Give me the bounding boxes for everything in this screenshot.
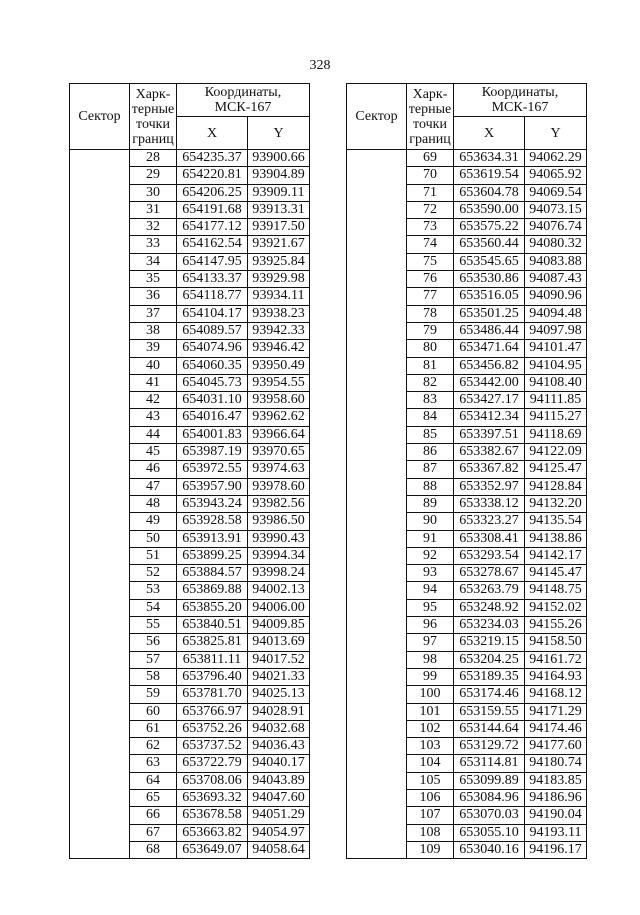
y-coordinate-cell: 94080.32 (525, 236, 587, 253)
x-coordinate-cell: 654045.73 (177, 374, 248, 391)
y-coordinate-cell: 93978.60 (248, 478, 310, 495)
y-coordinate-cell: 94054.97 (248, 824, 310, 841)
point-number-cell: 49 (130, 513, 177, 530)
y-coordinate-cell: 93966.64 (248, 426, 310, 443)
y-coordinate-cell: 93998.24 (248, 565, 310, 582)
point-number-cell: 63 (130, 755, 177, 772)
y-coordinate-cell: 94174.46 (525, 720, 587, 737)
point-number-cell: 58 (130, 668, 177, 685)
y-coordinate-cell: 94190.04 (525, 807, 587, 824)
x-coordinate-cell: 653293.54 (454, 547, 525, 564)
point-number-cell: 43 (130, 409, 177, 426)
point-number-cell: 56 (130, 634, 177, 651)
point-number-cell: 40 (130, 357, 177, 374)
x-coordinate-cell: 653486.44 (454, 322, 525, 339)
point-number-cell: 97 (407, 634, 454, 651)
y-coordinate-cell: 94145.47 (525, 565, 587, 582)
y-coordinate-cell: 94006.00 (248, 599, 310, 616)
x-coordinate-cell: 653811.11 (177, 651, 248, 668)
x-coordinate-cell: 653560.44 (454, 236, 525, 253)
y-coordinate-cell: 93982.56 (248, 495, 310, 512)
x-coordinate-cell: 653040.16 (454, 841, 525, 858)
x-coordinate-cell: 653663.82 (177, 824, 248, 841)
point-number-cell: 96 (407, 617, 454, 634)
point-number-cell: 87 (407, 461, 454, 478)
y-coordinate-cell: 94101.47 (525, 340, 587, 357)
point-number-cell: 45 (130, 444, 177, 461)
point-number-cell: 78 (407, 305, 454, 322)
y-coordinate-cell: 94186.96 (525, 789, 587, 806)
x-coordinate-cell: 653248.92 (454, 599, 525, 616)
point-number-cell: 34 (130, 253, 177, 270)
point-number-cell: 53 (130, 582, 177, 599)
y-coordinate-cell: 94142.17 (525, 547, 587, 564)
y-coordinate-cell: 94090.96 (525, 288, 587, 305)
x-coordinate-cell: 653796.40 (177, 668, 248, 685)
point-number-cell: 72 (407, 201, 454, 218)
x-coordinate-cell: 653456.82 (454, 357, 525, 374)
point-number-cell: 92 (407, 547, 454, 564)
point-number-cell: 31 (130, 201, 177, 218)
point-number-cell: 94 (407, 582, 454, 599)
point-number-cell: 32 (130, 219, 177, 236)
point-number-cell: 80 (407, 340, 454, 357)
x-coordinate-cell: 654118.77 (177, 288, 248, 305)
y-coordinate-cell: 93934.11 (248, 288, 310, 305)
point-number-cell: 83 (407, 392, 454, 409)
point-number-cell: 64 (130, 772, 177, 789)
y-coordinate-cell: 94032.68 (248, 720, 310, 737)
point-number-cell: 67 (130, 824, 177, 841)
point-number-cell: 48 (130, 495, 177, 512)
y-coordinate-cell: 94193.11 (525, 824, 587, 841)
point-number-cell: 89 (407, 495, 454, 512)
point-number-cell: 28 (130, 150, 177, 167)
y-coordinate-cell: 94115.27 (525, 409, 587, 426)
x-coordinate-cell: 653884.57 (177, 565, 248, 582)
point-number-cell: 81 (407, 357, 454, 374)
x-coordinate-cell: 653575.22 (454, 219, 525, 236)
point-number-cell: 65 (130, 789, 177, 806)
x-coordinate-cell: 653545.65 (454, 253, 525, 270)
x-coordinate-cell: 653899.25 (177, 547, 248, 564)
x-coordinate-cell: 653943.24 (177, 495, 248, 512)
y-coordinate-cell: 94180.74 (525, 755, 587, 772)
x-coordinate-cell: 653352.97 (454, 478, 525, 495)
y-coordinate-cell: 94135.54 (525, 513, 587, 530)
coordinates-header: Координаты, МСК-167 (177, 84, 310, 117)
y-coordinate-cell: 94043.89 (248, 772, 310, 789)
x-coordinate-cell: 653144.64 (454, 720, 525, 737)
x-header: X (454, 117, 525, 150)
point-number-cell: 91 (407, 530, 454, 547)
y-coordinate-cell: 94021.33 (248, 668, 310, 685)
point-number-cell: 73 (407, 219, 454, 236)
point-number-cell: 60 (130, 703, 177, 720)
x-coordinate-cell: 654177.12 (177, 219, 248, 236)
x-coordinate-cell: 653957.90 (177, 478, 248, 495)
x-coordinate-cell: 653114.81 (454, 755, 525, 772)
x-coordinate-cell: 653604.78 (454, 184, 525, 201)
y-coordinate-cell: 94094.48 (525, 305, 587, 322)
y-coordinate-cell: 94108.40 (525, 374, 587, 391)
point-number-cell: 39 (130, 340, 177, 357)
x-coordinate-cell: 653338.12 (454, 495, 525, 512)
y-coordinate-cell: 94161.72 (525, 651, 587, 668)
x-coordinate-cell: 654016.47 (177, 409, 248, 426)
y-coordinate-cell: 93917.50 (248, 219, 310, 236)
point-number-cell: 54 (130, 599, 177, 616)
x-coordinate-cell: 653708.06 (177, 772, 248, 789)
x-coordinate-cell: 653263.79 (454, 582, 525, 599)
point-number-cell: 51 (130, 547, 177, 564)
x-coordinate-cell: 653634.31 (454, 150, 525, 167)
point-number-cell: 109 (407, 841, 454, 858)
x-coordinate-cell: 653501.25 (454, 305, 525, 322)
y-coordinate-cell: 93900.66 (248, 150, 310, 167)
y-coordinate-cell: 94122.09 (525, 444, 587, 461)
x-coordinate-cell: 653382.67 (454, 444, 525, 461)
x-coordinate-cell: 654206.25 (177, 184, 248, 201)
point-number-cell: 33 (130, 236, 177, 253)
point-number-cell: 35 (130, 271, 177, 288)
x-coordinate-cell: 653099.89 (454, 772, 525, 789)
x-coordinate-cell: 653055.10 (454, 824, 525, 841)
x-coordinate-cell: 654147.95 (177, 253, 248, 270)
x-coordinate-cell: 653367.82 (454, 461, 525, 478)
point-number-cell: 101 (407, 703, 454, 720)
y-coordinate-cell: 94128.84 (525, 478, 587, 495)
x-header: X (177, 117, 248, 150)
point-number-cell: 105 (407, 772, 454, 789)
y-coordinate-cell: 93938.23 (248, 305, 310, 322)
y-coordinate-cell: 94183.85 (525, 772, 587, 789)
x-coordinate-cell: 654060.35 (177, 357, 248, 374)
y-coordinate-cell: 94111.85 (525, 392, 587, 409)
point-number-cell: 108 (407, 824, 454, 841)
point-number-cell: 95 (407, 599, 454, 616)
x-coordinate-cell: 654191.68 (177, 201, 248, 218)
x-coordinate-cell: 653397.51 (454, 426, 525, 443)
y-coordinate-cell: 94155.26 (525, 617, 587, 634)
y-header: Y (248, 117, 310, 150)
x-coordinate-cell: 654104.17 (177, 305, 248, 322)
y-coordinate-cell: 94148.75 (525, 582, 587, 599)
y-coordinate-cell: 93929.98 (248, 271, 310, 288)
point-number-cell: 37 (130, 305, 177, 322)
x-coordinate-cell: 653781.70 (177, 686, 248, 703)
y-coordinate-cell: 93904.89 (248, 167, 310, 184)
x-coordinate-cell: 654220.81 (177, 167, 248, 184)
y-coordinate-cell: 93974.63 (248, 461, 310, 478)
y-coordinate-cell: 94171.29 (525, 703, 587, 720)
point-number-cell: 90 (407, 513, 454, 530)
point-number-cell: 74 (407, 236, 454, 253)
y-coordinate-cell: 93921.67 (248, 236, 310, 253)
x-coordinate-cell: 653084.96 (454, 789, 525, 806)
x-coordinate-cell: 653693.32 (177, 789, 248, 806)
y-coordinate-cell: 94069.54 (525, 184, 587, 201)
point-number-cell: 30 (130, 184, 177, 201)
point-number-cell: 42 (130, 392, 177, 409)
x-coordinate-cell: 653189.35 (454, 668, 525, 685)
point-number-cell: 59 (130, 686, 177, 703)
x-coordinate-cell: 653649.07 (177, 841, 248, 858)
sector-header: Сектор (70, 84, 130, 150)
y-coordinate-cell: 94040.17 (248, 755, 310, 772)
point-number-cell: 55 (130, 617, 177, 634)
x-coordinate-cell: 654089.57 (177, 322, 248, 339)
x-coordinate-cell: 653129.72 (454, 738, 525, 755)
x-coordinate-cell: 653442.00 (454, 374, 525, 391)
point-number-cell: 103 (407, 738, 454, 755)
x-coordinate-cell: 653159.55 (454, 703, 525, 720)
x-coordinate-cell: 653530.86 (454, 271, 525, 288)
point-number-cell: 100 (407, 686, 454, 703)
page-number: 328 (309, 58, 331, 73)
x-coordinate-cell: 653825.81 (177, 634, 248, 651)
y-coordinate-cell: 94051.29 (248, 807, 310, 824)
y-coordinate-cell: 94025.13 (248, 686, 310, 703)
y-coordinate-cell: 94196.17 (525, 841, 587, 858)
point-number-cell: 57 (130, 651, 177, 668)
y-coordinate-cell: 93909.11 (248, 184, 310, 201)
x-coordinate-cell: 653516.05 (454, 288, 525, 305)
y-coordinate-cell: 94002.13 (248, 582, 310, 599)
y-coordinate-cell: 94152.02 (525, 599, 587, 616)
x-coordinate-cell: 654001.83 (177, 426, 248, 443)
point-number-cell: 38 (130, 322, 177, 339)
point-number-cell: 41 (130, 374, 177, 391)
point-number-cell: 82 (407, 374, 454, 391)
point-number-cell: 93 (407, 565, 454, 582)
sector-cell (70, 150, 130, 859)
x-coordinate-cell: 654162.54 (177, 236, 248, 253)
y-coordinate-cell: 93913.31 (248, 201, 310, 218)
x-coordinate-cell: 654031.10 (177, 392, 248, 409)
point-number-cell: 75 (407, 253, 454, 270)
x-coordinate-cell: 653678.58 (177, 807, 248, 824)
y-coordinate-cell: 94073.15 (525, 201, 587, 218)
point-number-cell: 79 (407, 322, 454, 339)
x-coordinate-cell: 653070.03 (454, 807, 525, 824)
x-coordinate-cell: 653722.79 (177, 755, 248, 772)
point-number-cell: 52 (130, 565, 177, 582)
point-number-cell: 61 (130, 720, 177, 737)
y-coordinate-cell: 94065.92 (525, 167, 587, 184)
x-coordinate-cell: 653928.58 (177, 513, 248, 530)
point-number-cell: 69 (407, 150, 454, 167)
y-coordinate-cell: 94083.88 (525, 253, 587, 270)
y-coordinate-cell: 93986.50 (248, 513, 310, 530)
x-coordinate-cell: 653590.00 (454, 201, 525, 218)
y-coordinate-cell: 94104.95 (525, 357, 587, 374)
y-coordinate-cell: 94158.50 (525, 634, 587, 651)
point-number-cell: 104 (407, 755, 454, 772)
y-coordinate-cell: 94118.69 (525, 426, 587, 443)
y-coordinate-cell: 94028.91 (248, 703, 310, 720)
point-number-cell: 44 (130, 426, 177, 443)
coordinates-table-left (69, 83, 310, 859)
x-coordinate-cell: 653913.91 (177, 530, 248, 547)
point-number-cell: 102 (407, 720, 454, 737)
point-number-cell: 70 (407, 167, 454, 184)
y-coordinate-cell: 94164.93 (525, 668, 587, 685)
points-header: Харк- терные точки границ (130, 84, 177, 150)
y-coordinate-cell: 93950.49 (248, 357, 310, 374)
x-coordinate-cell: 653987.19 (177, 444, 248, 461)
y-coordinate-cell: 93925.84 (248, 253, 310, 270)
y-coordinate-cell: 94168.12 (525, 686, 587, 703)
x-coordinate-cell: 654074.96 (177, 340, 248, 357)
x-coordinate-cell: 653412.34 (454, 409, 525, 426)
x-coordinate-cell: 654235.37 (177, 150, 248, 167)
x-coordinate-cell: 653308.41 (454, 530, 525, 547)
y-coordinate-cell: 93962.62 (248, 409, 310, 426)
y-coordinate-cell: 93942.33 (248, 322, 310, 339)
table-row (347, 150, 587, 167)
y-coordinate-cell: 94076.74 (525, 219, 587, 236)
y-coordinate-cell: 94087.43 (525, 271, 587, 288)
x-coordinate-cell: 653972.55 (177, 461, 248, 478)
x-coordinate-cell: 653174.46 (454, 686, 525, 703)
y-coordinate-cell: 94177.60 (525, 738, 587, 755)
y-coordinate-cell: 94132.20 (525, 495, 587, 512)
y-coordinate-cell: 94009.85 (248, 617, 310, 634)
y-coordinate-cell: 93946.42 (248, 340, 310, 357)
x-coordinate-cell: 653766.97 (177, 703, 248, 720)
point-number-cell: 47 (130, 478, 177, 495)
y-coordinate-cell: 94097.98 (525, 322, 587, 339)
x-coordinate-cell: 653840.51 (177, 617, 248, 634)
x-coordinate-cell: 654133.37 (177, 271, 248, 288)
point-number-cell: 84 (407, 409, 454, 426)
coordinates-header: Координаты, МСК-167 (454, 84, 587, 117)
y-coordinate-cell: 93958.60 (248, 392, 310, 409)
table-row (70, 150, 310, 167)
x-coordinate-cell: 653869.88 (177, 582, 248, 599)
x-coordinate-cell: 653737.52 (177, 738, 248, 755)
y-coordinate-cell: 94058.64 (248, 841, 310, 858)
y-coordinate-cell: 94047.60 (248, 789, 310, 806)
x-coordinate-cell: 653471.64 (454, 340, 525, 357)
x-coordinate-cell: 653619.54 (454, 167, 525, 184)
sector-header: Сектор (347, 84, 407, 150)
point-number-cell: 76 (407, 271, 454, 288)
x-coordinate-cell: 653219.15 (454, 634, 525, 651)
x-coordinate-cell: 653855.20 (177, 599, 248, 616)
point-number-cell: 86 (407, 444, 454, 461)
y-coordinate-cell: 93990.43 (248, 530, 310, 547)
y-coordinate-cell: 94017.52 (248, 651, 310, 668)
point-number-cell: 77 (407, 288, 454, 305)
point-number-cell: 99 (407, 668, 454, 685)
point-number-cell: 50 (130, 530, 177, 547)
point-number-cell: 71 (407, 184, 454, 201)
y-coordinate-cell: 94036.43 (248, 738, 310, 755)
coordinates-table-right (346, 83, 587, 859)
y-coordinate-cell: 94138.86 (525, 530, 587, 547)
x-coordinate-cell: 653234.03 (454, 617, 525, 634)
x-coordinate-cell: 653427.17 (454, 392, 525, 409)
y-coordinate-cell: 94062.29 (525, 150, 587, 167)
point-number-cell: 46 (130, 461, 177, 478)
y-coordinate-cell: 93994.34 (248, 547, 310, 564)
sector-cell (347, 150, 407, 859)
x-coordinate-cell: 653752.26 (177, 720, 248, 737)
point-number-cell: 66 (130, 807, 177, 824)
point-number-cell: 85 (407, 426, 454, 443)
point-number-cell: 106 (407, 789, 454, 806)
point-number-cell: 98 (407, 651, 454, 668)
x-coordinate-cell: 653278.67 (454, 565, 525, 582)
y-coordinate-cell: 93970.65 (248, 444, 310, 461)
y-coordinate-cell: 93954.55 (248, 374, 310, 391)
point-number-cell: 29 (130, 167, 177, 184)
points-header: Харк- терные точки границ (407, 84, 454, 150)
point-number-cell: 36 (130, 288, 177, 305)
y-coordinate-cell: 94013.69 (248, 634, 310, 651)
x-coordinate-cell: 653204.25 (454, 651, 525, 668)
point-number-cell: 107 (407, 807, 454, 824)
y-coordinate-cell: 94125.47 (525, 461, 587, 478)
x-coordinate-cell: 653323.27 (454, 513, 525, 530)
point-number-cell: 88 (407, 478, 454, 495)
point-number-cell: 62 (130, 738, 177, 755)
point-number-cell: 68 (130, 841, 177, 858)
y-header: Y (525, 117, 587, 150)
